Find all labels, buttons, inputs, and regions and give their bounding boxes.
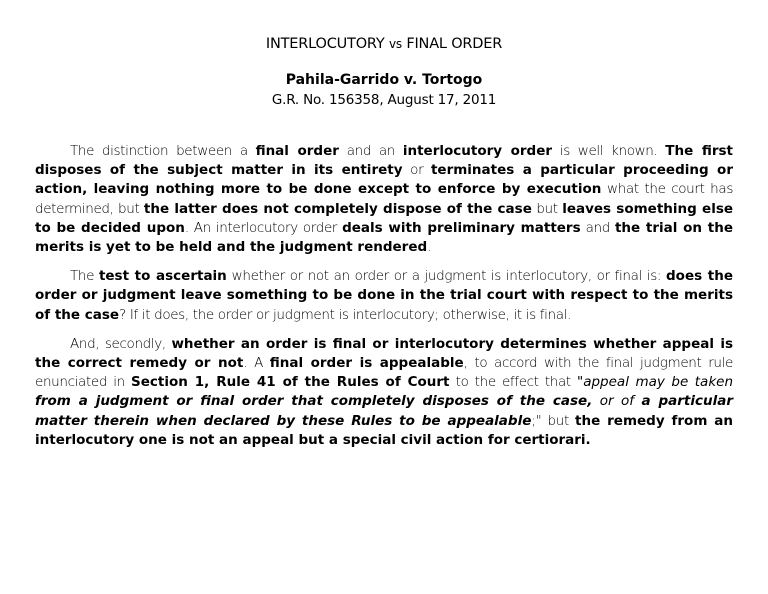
text-run: does the order or judgment leave something to be done in the trial court with respect to the merits of the case bbox=[35, 268, 733, 323]
text-run: "appeal may be taken bbox=[577, 374, 733, 391]
text-run: Section 1, Rule 41 of the Rules of Court bbox=[131, 374, 450, 391]
text-run: final order is appealable bbox=[269, 355, 464, 372]
text-run: from a judgment or final order that completely disposes of the case, bbox=[35, 393, 593, 410]
text-run: and bbox=[580, 219, 615, 236]
text-run: ;" but bbox=[531, 412, 576, 429]
text-run: . bbox=[427, 239, 432, 256]
text-run: the trial on the merits is yet to be held and the judgment rendered bbox=[35, 219, 733, 256]
text-run: final order bbox=[255, 143, 339, 159]
text-run: test to ascertain bbox=[98, 268, 227, 285]
title-right: FINAL ORDER bbox=[406, 36, 503, 52]
text-run: terminates a particular proceeding or action, leaving nothing more to be done except to enforce by execution bbox=[35, 162, 733, 198]
text-run: ? If it does, the order or judgment is interlocutory; otherwise, it is final. bbox=[119, 306, 572, 323]
text-run: and an bbox=[338, 143, 403, 159]
text-run: interlocutory order bbox=[402, 143, 553, 159]
text-run: , to accord with the final judgment rule enunciated in bbox=[35, 355, 733, 391]
text-run: a particular matter therein when declared by these Rules to be appealable bbox=[35, 393, 733, 429]
text-run: The bbox=[70, 268, 99, 285]
text-run: The distinction between a bbox=[70, 143, 256, 159]
paragraph-3 bbox=[35, 335, 733, 450]
text-run: what the court has determined, but bbox=[35, 181, 733, 217]
text-run: to the effect that bbox=[449, 374, 577, 391]
text-run: but bbox=[531, 200, 563, 217]
text-run: the remedy from an interlocutory one is not an appeal but a special civil action for certiorari. bbox=[35, 412, 733, 448]
text-run: . An interlocutory order bbox=[184, 219, 343, 236]
text-run: or of bbox=[592, 393, 642, 410]
text-run: is well known. bbox=[552, 143, 666, 159]
text-run: or bbox=[402, 162, 431, 179]
document-body bbox=[35, 142, 733, 460]
text-run: leaves something else to be decided upon bbox=[35, 200, 734, 236]
text-run: The first disposes of the subject matter in its entirety bbox=[35, 143, 733, 179]
case-citation: G.R. No. 156358, August 17, 2011 bbox=[271, 92, 497, 108]
case-name: Pahila-Garrido v. Tortogo bbox=[285, 72, 483, 88]
title-vs: vs bbox=[388, 37, 402, 51]
paragraph-2 bbox=[35, 267, 733, 325]
paragraph-1 bbox=[35, 142, 733, 257]
text-run: the latter does not completely dispose of the case bbox=[143, 200, 532, 217]
text-run: . A bbox=[243, 355, 270, 372]
text-run: whether or not an order or a judgment is interlocutory, or final is: bbox=[226, 268, 666, 285]
text-run: whether an order is final or interlocutory determines whether appeal is the correct remedy or not bbox=[35, 335, 733, 372]
text-run: deals with preliminary matters bbox=[342, 219, 581, 236]
title-left: INTERLOCUTORY bbox=[265, 36, 385, 52]
document-title bbox=[0, 36, 768, 52]
text-run: And, secondly, bbox=[70, 335, 172, 352]
